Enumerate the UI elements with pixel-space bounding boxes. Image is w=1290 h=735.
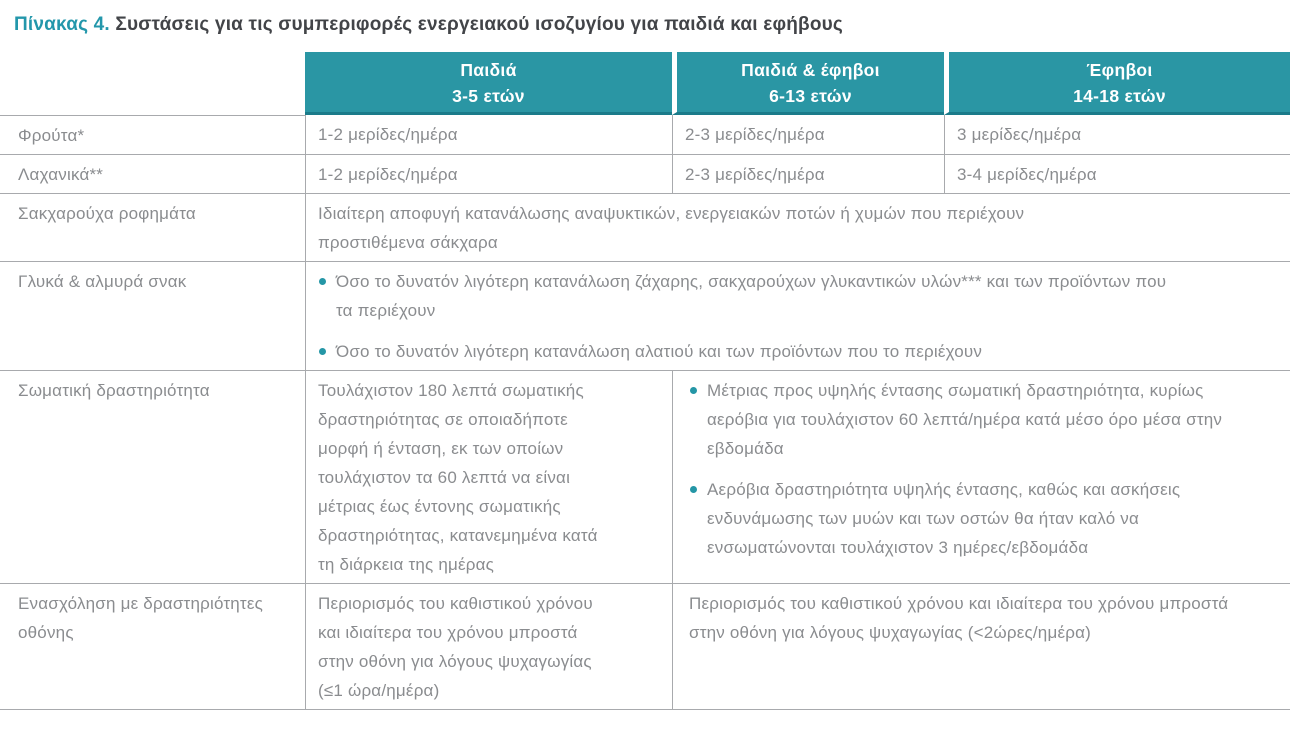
bullet-text: Όσο το δυνατόν λιγότερη κατανάλωση ζάχαρης, σακχαρούχων γλυκαντικών υλών*** και των προϊόντων που τα περιέχουν <box>336 272 1167 320</box>
page-title <box>14 10 854 40</box>
physical-activity-3-5: Τουλάχιστον 180 λεπτά σωματικής δραστηριότητας σε οποιαδήποτε μορφή ή ένταση, εκ των οποίων τουλάχιστον τα 60 λεπτά να είναι μέτριας έως έντονης σωματικής δραστηριότητας, κατανεμημένα κατά τη διάρκεια της ημέρας <box>305 370 672 583</box>
bullet-text: Όσο το δυνατόν λιγότερη κατανάλωση αλατιού και των προϊόντων που το περιέχουν <box>336 342 983 361</box>
table-title-text: Συστάσεις για τις συμπεριφορές ενεργειακού ισοζυγίου για παιδιά και εφήβους <box>109 14 843 35</box>
header-group-label: Παιδιά <box>460 60 517 80</box>
header-age-range: 14-18 ετών <box>1073 86 1166 106</box>
screen-time-6-18: Περιορισμός του καθιστικού χρόνου και ιδιαίτερα του χρόνου μπροστά στην οθόνη για λόγους ψυχαγωγίας (<2ώρες/ημέρα) <box>672 583 1290 710</box>
bullet-icon <box>690 387 697 394</box>
row-label-screen-time: Ενασχόληση με δραστηριότητες οθόνης <box>0 583 305 710</box>
bullet-item <box>689 376 1260 463</box>
row-vegetables <box>0 154 1290 193</box>
bullet-item <box>318 267 1170 325</box>
header-age-range: 3-5 ετών <box>452 86 525 106</box>
header-age-range: 6-13 ετών <box>769 86 852 106</box>
bullet-text: Μέτριας προς υψηλής έντασης σωματική δραστηριότητα, κυρίως αερόβια για τουλάχιστον 60 λεπτά/ημέρα κατά μέσο όρο μέσα στην εβδομάδα <box>707 381 1223 458</box>
fruits-14-18: 3 μερίδες/ημέρα <box>944 115 1290 154</box>
bullet-icon <box>319 348 326 355</box>
physical-activity-6-18 <box>672 370 1290 583</box>
row-label-sweet-salty-snacks: Γλυκά & αλμυρά σνακ <box>0 261 305 370</box>
bullet-item <box>689 475 1260 562</box>
bullet-item <box>318 337 1170 366</box>
row-label-physical-activity: Σωματική δραστηριότητα <box>0 370 305 583</box>
row-sugary-drinks <box>0 193 1290 261</box>
bullet-icon <box>690 486 697 493</box>
vegetables-6-13: 2-3 μερίδες/ημέρα <box>672 154 944 193</box>
vegetables-14-18: 3-4 μερίδες/ημέρα <box>944 154 1290 193</box>
recommendations-table <box>0 52 1290 710</box>
header-adolescents-14-18 <box>944 52 1290 115</box>
row-screen-time <box>0 583 1290 710</box>
sweet-salty-snacks-all-ages <box>305 261 1290 370</box>
fruits-3-5: 1-2 μερίδες/ημέρα <box>305 115 672 154</box>
bullet-icon <box>319 278 326 285</box>
header-children-3-5 <box>305 52 672 115</box>
row-fruits <box>0 115 1290 154</box>
row-sweet-salty-snacks <box>0 261 1290 370</box>
header-empty-cell <box>0 52 305 115</box>
row-physical-activity <box>0 370 1290 583</box>
row-label-fruits: Φρούτα* <box>0 115 305 154</box>
table-header-row <box>0 52 1290 115</box>
row-label-sugary-drinks: Σακχαρούχα ροφημάτα <box>0 193 305 261</box>
header-children-adolescents-6-13 <box>672 52 944 115</box>
screen-time-3-5: Περιορισμός του καθιστικού χρόνου και ιδιαίτερα του χρόνου μπροστά στην οθόνη για λόγους ψυχαγωγίας (≤1 ώρα/ημέρα) <box>305 583 672 710</box>
header-group-label: Έφηβοι <box>1086 60 1153 80</box>
row-label-vegetables: Λαχανικά** <box>0 154 305 193</box>
sugary-drinks-all-ages: Ιδιαίτερη αποφυγή κατανάλωσης αναψυκτικών, ενεργειακών ποτών ή χυμών που περιέχουν προστιθέμενα σάκχαρα <box>305 193 1290 261</box>
fruits-6-13: 2-3 μερίδες/ημέρα <box>672 115 944 154</box>
vegetables-3-5: 1-2 μερίδες/ημέρα <box>305 154 672 193</box>
table-number: Πίνακας 4. <box>14 14 110 35</box>
bullet-text: Αερόβια δραστηριότητα υψηλής έντασης, καθώς και ασκήσεις ενδυνάμωσης των μυών και των οστών θα ήταν καλό να ενσωματώνονται τουλάχιστον 3 ημέρες/εβδομάδα <box>707 480 1181 557</box>
header-group-label: Παιδιά & έφηβοι <box>741 60 880 80</box>
